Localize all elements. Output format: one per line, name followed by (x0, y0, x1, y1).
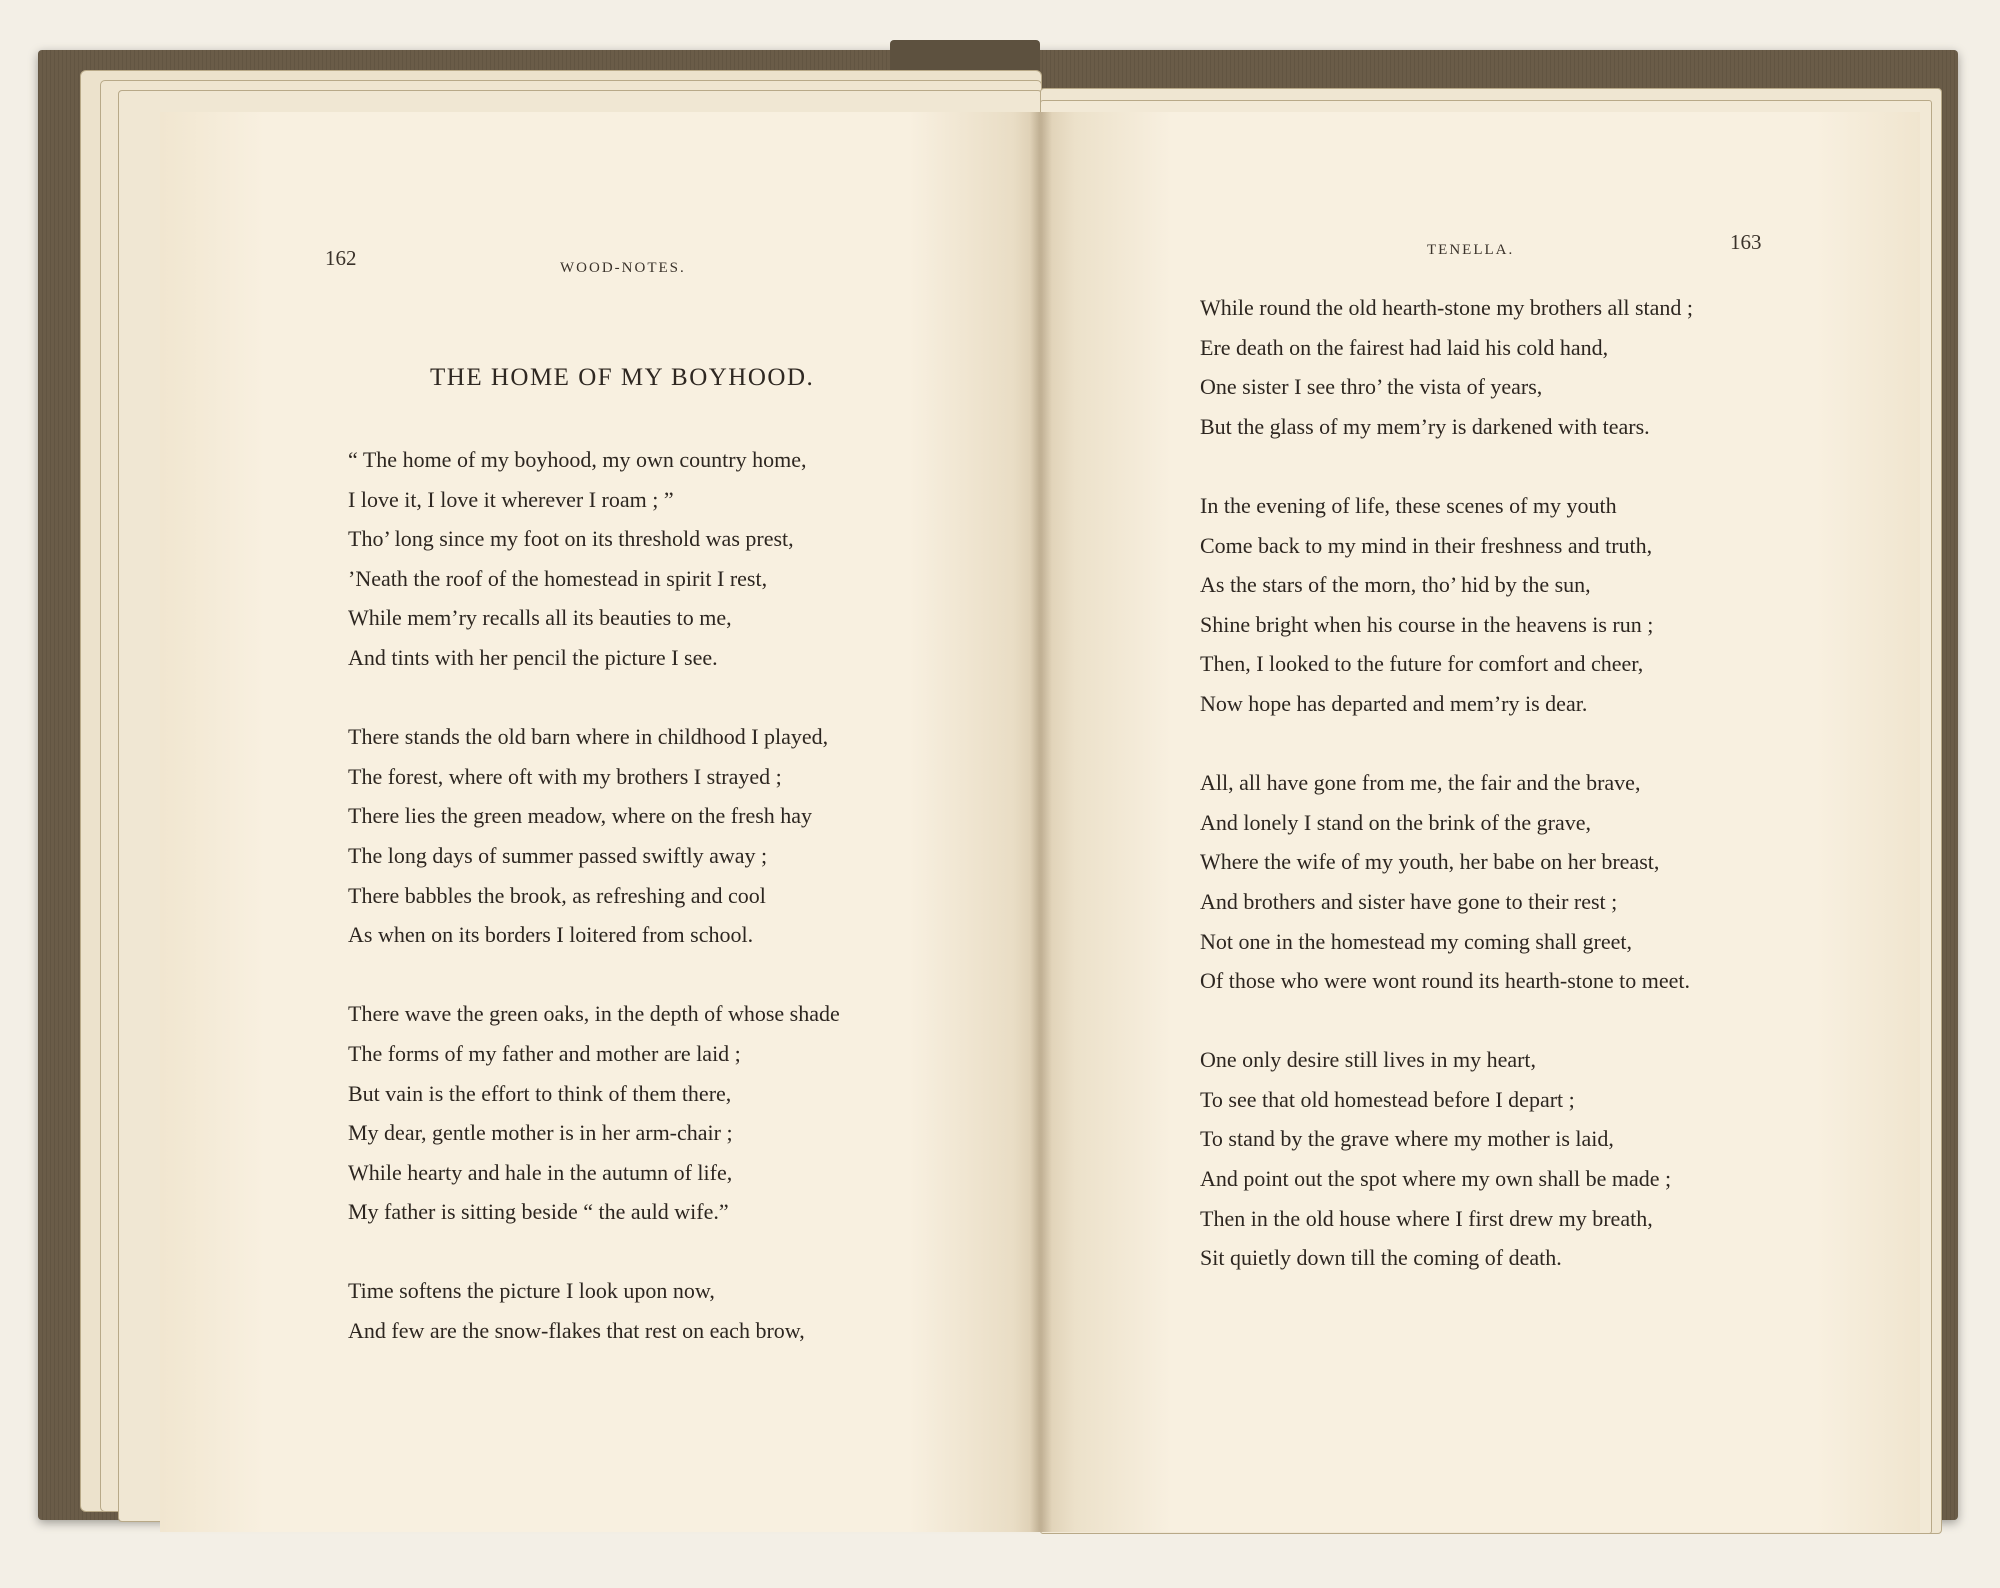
stanza (1200, 486, 1693, 724)
stanza (1200, 1040, 1693, 1278)
poem-line: To stand by the grave where my mother is laid, (1200, 1126, 1614, 1152)
poem-line: My dear, gentle mother is in her arm-chair ; (348, 1120, 733, 1146)
poem-line: One only desire still lives in my heart, (1200, 1047, 1537, 1073)
stanza (348, 1271, 840, 1350)
poem-line: In the evening of life, these scenes of my youth (1200, 492, 1617, 518)
poem-line: There babbles the brook, as refreshing and cool (348, 882, 766, 908)
stanza (348, 994, 840, 1232)
poem-line: I love it, I love it wherever I roam ; ” (348, 486, 674, 512)
poem-text-left (348, 440, 840, 1390)
poem-line: And lonely I stand on the brink of the grave, (1200, 809, 1592, 835)
stanza (1200, 763, 1693, 1001)
poem-line: But vain is the effort to think of them there, (348, 1080, 732, 1106)
book-gutter (1030, 112, 1052, 1532)
poem-line: Ere death on the fairest had laid his cold hand, (1200, 334, 1609, 360)
poem-line: But the glass of my mem’ry is darkened with tears. (1200, 413, 1650, 439)
poem-line: While mem’ry recalls all its beauties to me, (348, 605, 732, 631)
poem-line: As the stars of the morn, tho’ hid by the sun, (1200, 572, 1591, 598)
running-head: TENELLA. (1427, 242, 1515, 258)
poem-title: THE HOME OF MY BOYHOOD. (430, 364, 815, 391)
poem-line: There lies the green meadow, where on the fresh hay (348, 803, 813, 829)
poem-line: And tints with her pencil the picture I see. (348, 644, 718, 670)
poem-line: Come back to my mind in their freshness and truth, (1200, 532, 1653, 558)
stanza (348, 440, 840, 678)
left-page (160, 112, 1040, 1532)
poem-line: Time softens the picture I look upon now, (348, 1278, 715, 1304)
right-page (1040, 112, 1920, 1532)
poem-line: The forms of my father and mother are laid ; (348, 1040, 741, 1066)
poem-line: Where the wife of my youth, her babe on her breast, (1200, 849, 1660, 875)
poem-line: Now hope has departed and mem’ry is dear. (1200, 690, 1588, 716)
poem-line: One sister I see thro’ the vista of years, (1200, 374, 1543, 400)
poem-line: All, all have gone from me, the fair and the brave, (1200, 770, 1641, 796)
poem-line: The long days of summer passed swiftly away ; (348, 842, 768, 868)
poem-line: Sit quietly down till the coming of death. (1200, 1245, 1562, 1271)
poem-line: While hearty and hale in the autumn of life, (348, 1159, 733, 1185)
running-head: WOOD-NOTES. (560, 260, 686, 276)
poem-line: There wave the green oaks, in the depth of whose shade (348, 1001, 840, 1027)
stanza (1200, 288, 1693, 446)
poem-line: Shine bright when his course in the heavens is run ; (1200, 611, 1654, 637)
poem-line: Tho’ long since my foot on its threshold was prest, (348, 526, 794, 552)
poem-line: To see that old homestead before I depart ; (1200, 1086, 1575, 1112)
poem-line: And few are the snow-flakes that rest on each brow, (348, 1318, 805, 1344)
page-number: 163 (1730, 230, 1762, 254)
poem-line: The forest, where oft with my brothers I strayed ; (348, 763, 782, 789)
poem-line: While round the old hearth-stone my brothers all stand ; (1200, 295, 1694, 320)
poem-line: Of those who were wont round its hearth-stone to meet. (1200, 968, 1690, 994)
stanza (348, 717, 840, 955)
poem-line: My father is sitting beside “ the auld wife.” (348, 1199, 729, 1225)
poem-line: And point out the spot where my own shall be made ; (1200, 1166, 1672, 1192)
poem-line: Not one in the homestead my coming shall greet, (1200, 928, 1632, 954)
poem-line: As when on its borders I loitered from school. (348, 922, 754, 948)
poem-text-right (1200, 288, 1693, 1317)
poem-line: “ The home of my boyhood, my own country home, (348, 447, 807, 472)
poem-line: Then, I looked to the future for comfort and cheer, (1200, 651, 1644, 677)
page-number: 162 (325, 246, 357, 270)
poem-line: Then in the old house where I first drew my breath, (1200, 1205, 1653, 1231)
poem-line: There stands the old barn where in childhood I played, (348, 724, 829, 750)
poem-line: And brothers and sister have gone to their rest ; (1200, 888, 1618, 914)
poem-line: ’Neath the roof of the homestead in spirit I rest, (348, 565, 768, 591)
